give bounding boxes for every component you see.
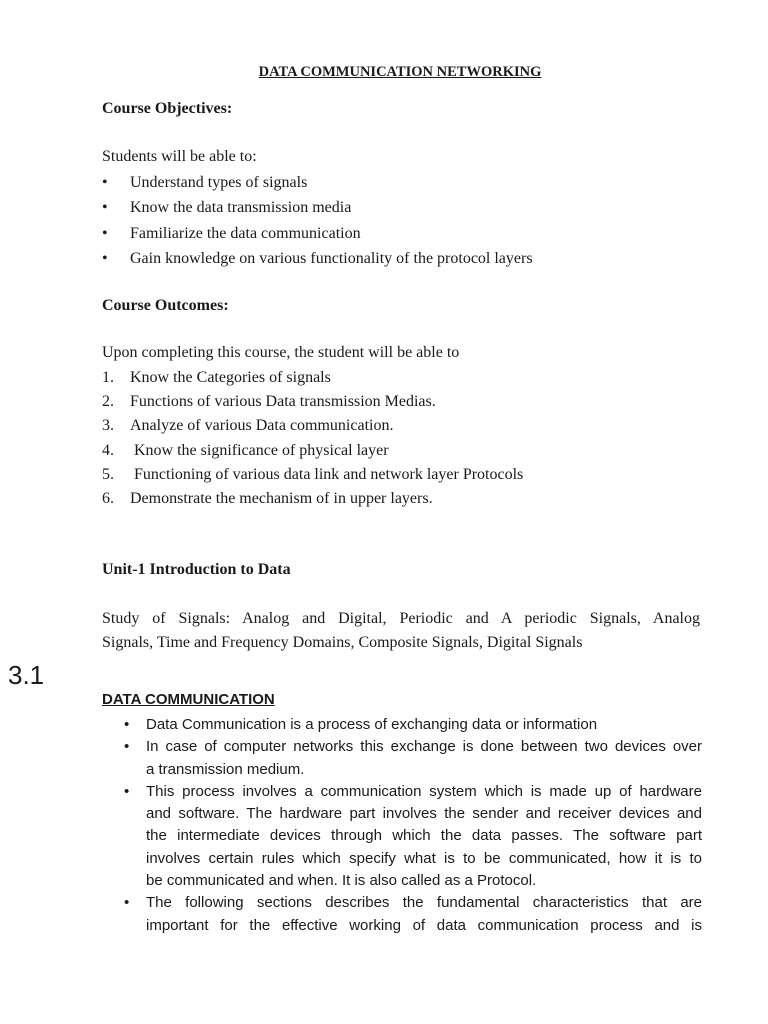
objectives-list	[102, 170, 533, 271]
list-item	[102, 463, 523, 487]
bullet-line: and software. The hardware part involves the sender and receiver devices and	[146, 805, 702, 823]
objectives-heading: Course Objectives:	[102, 100, 233, 117]
list-item	[124, 781, 702, 892]
section-bullets	[124, 714, 702, 937]
objectives-intro: Students will be able to:	[102, 148, 257, 165]
document-title: DATA COMMUNICATION NETWORKING	[258, 64, 542, 80]
bullet-line: • Data Communication is a process of exchanging data or information	[146, 716, 598, 733]
item-text: Functions of various Data transmission Medias.	[130, 393, 436, 411]
outcomes-heading: Course Outcomes:	[102, 297, 229, 314]
item-text: Demonstrate the mechanism of in upper layers.	[130, 489, 433, 507]
item-number: 3.	[102, 417, 114, 435]
item-text: Functioning of various data link and network layer Protocols	[130, 465, 524, 483]
item-text: Know the Categories of signals	[130, 369, 331, 386]
bullet-line: • In case of computer networks this exchange is done between two devices over	[146, 738, 702, 756]
list-item	[124, 714, 702, 736]
section-heading: DATA COMMUNICATION	[102, 691, 275, 708]
list-item	[102, 366, 523, 390]
list-item	[124, 736, 702, 781]
bullet-line: • The following sections describes the fundamental characteristics that are	[146, 894, 702, 912]
item-number: 5.	[102, 465, 114, 483]
bullet-line: be communicated and when. It is also called as a Protocol.	[146, 872, 537, 890]
section-number: 3.1	[8, 660, 45, 690]
item-number: 1.	[102, 369, 114, 386]
unit-heading: Unit-1 Introduction to Data	[102, 561, 291, 578]
bullet-line: • This process involves a communication system which is made up of hardware	[146, 782, 702, 800]
bullet-line: important for the effective working of data communication process and is	[146, 916, 702, 934]
bullet-line: involves certain rules which specify what is to be communicated, how it is to	[146, 849, 702, 867]
list-item: • Familiarize the data communication	[102, 221, 533, 246]
outcomes-list	[102, 366, 523, 511]
list-item: • Gain knowledge on various functionality of the protocol layers	[102, 246, 533, 271]
list-item	[124, 892, 702, 937]
item-text: Analyze of various Data communication.	[130, 417, 394, 435]
bullet-line: a transmission medium.	[146, 760, 305, 778]
unit-line: Study of Signals: Analog and Digital, Periodic and A periodic Signals, Analog	[102, 610, 700, 627]
unit-line: Signals, Time and Frequency Domains, Composite Signals, Digital Signals	[102, 634, 583, 651]
list-item	[102, 414, 523, 438]
item-number: 2.	[102, 393, 114, 411]
item-number: 4.	[102, 441, 114, 459]
list-item: • Understand types of signals	[102, 170, 533, 195]
list-item	[102, 487, 523, 511]
list-item	[102, 439, 523, 463]
bullet-line: the intermediate devices through which the data passes. The software part	[146, 827, 702, 845]
outcomes-intro: Upon completing this course, the student will be able to	[102, 344, 460, 361]
unit-description	[102, 607, 700, 655]
list-item: • Know the data transmission media	[102, 195, 533, 220]
item-number: 6.	[102, 489, 114, 507]
item-text: Know the significance of physical layer	[130, 441, 389, 459]
list-item	[102, 390, 523, 414]
